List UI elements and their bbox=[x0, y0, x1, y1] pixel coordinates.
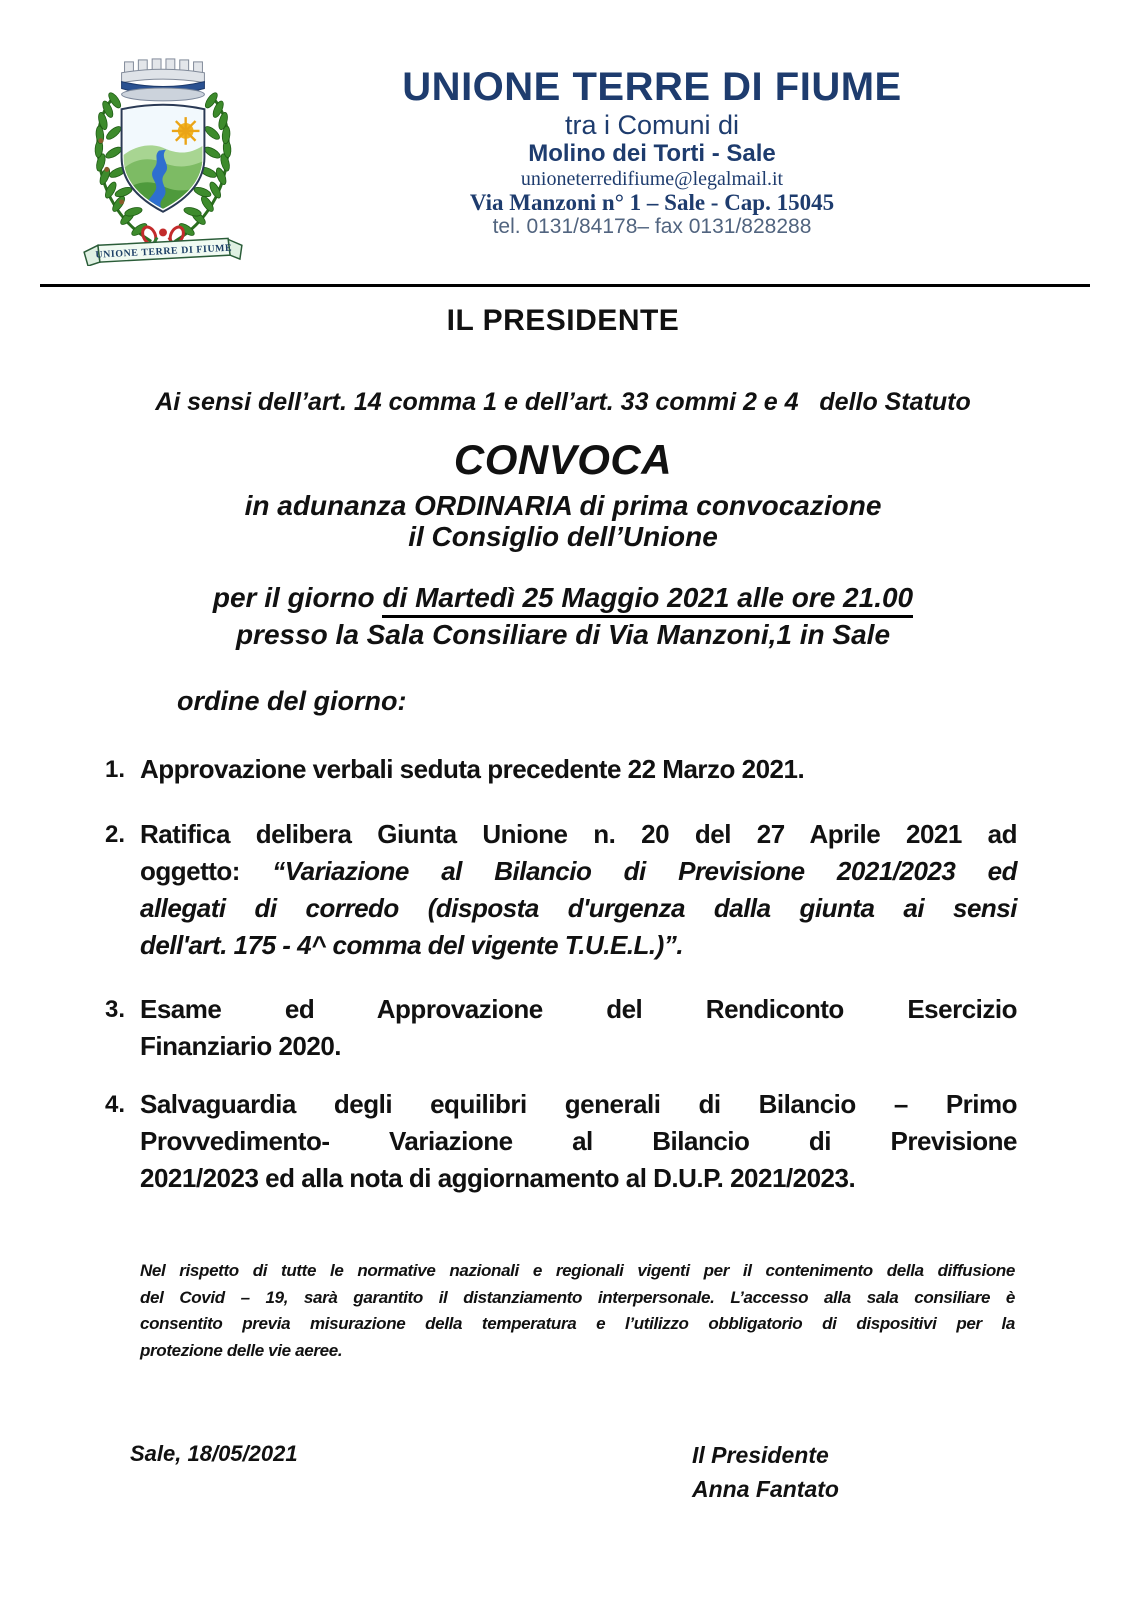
mural-crown-icon bbox=[122, 59, 205, 101]
meeting-type-line: in adunanza ORDINARIA di prima convocazione bbox=[244, 490, 882, 521]
note-line: protezione delle vie aeree. bbox=[140, 1340, 343, 1360]
union-coat-of-arms-logo bbox=[74, 54, 252, 266]
agenda-line: dell'art. 175 - 4^ comma del vigente T.U.E.L.)”. bbox=[140, 930, 684, 960]
note-line: del Covid – 19, sarà garantito il distanziamento interpersonale. L’accesso alla sala consiliare è bbox=[140, 1287, 1015, 1307]
agenda-line: 2021/2023 ed alla nota di aggiornamento al D.U.P. 2021/2023. bbox=[140, 1163, 856, 1193]
agenda-line: oggetto: “Variazione al Bilancio di Previsione 2021/2023 ed bbox=[140, 856, 1018, 886]
meeting-body-line: il Consiglio dell’Unione bbox=[408, 521, 718, 552]
item-number: 1. bbox=[105, 756, 126, 783]
agenda-line: Salvaguardia degli equilibri generali di Bilancio – Primo bbox=[140, 1089, 1017, 1119]
sun-icon bbox=[172, 117, 200, 145]
org-municipalities: Molino dei Torti - Sale bbox=[528, 140, 776, 167]
agenda-item bbox=[105, 751, 1017, 788]
agenda-item bbox=[105, 991, 1017, 1065]
agenda-heading: ordine del giorno: bbox=[177, 686, 407, 716]
header-divider bbox=[40, 284, 1090, 287]
meeting-date-line bbox=[40, 579, 1086, 616]
date-underlined: di Martedì 25 Maggio 2021 alle ore 21.00 bbox=[382, 582, 913, 618]
agenda-line: Finanziario 2020. bbox=[140, 1031, 342, 1061]
venue-line: presso la Sala Consiliare di Via Manzoni,1 in Sale bbox=[235, 619, 891, 650]
agenda-line: Esame ed Approvazione del Rendiconto Esercizio bbox=[140, 994, 1017, 1024]
org-address: Via Manzoni n° 1 – Sale - Cap. 15045 bbox=[469, 190, 835, 215]
item-number: 3. bbox=[105, 996, 126, 1023]
date-prefix: per il giorno bbox=[212, 582, 383, 613]
note-line: consentito previa misurazione della temperatura e l’utilizzo obbligatorio di dispositivi per la bbox=[140, 1314, 1015, 1333]
agenda-line: Approvazione verbali seduta precedente 22 Marzo 2021. bbox=[140, 754, 805, 784]
org-phone-fax: tel. 0131/84178– fax 0131/828288 bbox=[492, 215, 812, 238]
agenda-line: allegati di corredo (disposta d'urgenza dalla giunta ai sensi bbox=[140, 893, 1017, 923]
agenda-item bbox=[105, 816, 1017, 964]
banner-scroll-icon bbox=[84, 238, 242, 266]
signature-name: Anna Fantato bbox=[692, 1476, 839, 1502]
signature-role: Il Presidente bbox=[692, 1442, 829, 1468]
legal-basis-line: Ai sensi dell’art. 14 comma 1 e dell’art. 33 commi 2 e 4 dello Statuto bbox=[155, 388, 971, 416]
covid-note bbox=[140, 1258, 1015, 1364]
letterhead bbox=[332, 64, 972, 239]
shield-icon bbox=[122, 101, 205, 211]
org-subtitle: tra i Comuni di bbox=[564, 110, 740, 140]
agenda-line: Ratifica delibera Giunta Unione n. 20 del 27 Aprile 2021 ad bbox=[140, 819, 1017, 849]
org-email: unioneterredifiume@legalmail.it bbox=[520, 168, 784, 190]
meeting-date-venue bbox=[40, 579, 1086, 653]
agenda-line: Provvedimento- Variazione al Bilancio di Previsione bbox=[140, 1126, 1017, 1156]
convoca-heading: CONVOCA bbox=[453, 436, 673, 483]
note-line: Nel rispetto di tutte le normative nazionali e regionali vigenti per il contenimento della diffusione bbox=[140, 1261, 1015, 1280]
logo-banner-text: UNIONE TERRE DI FIUME bbox=[95, 242, 233, 261]
role-heading: IL PRESIDENTE bbox=[446, 304, 680, 337]
agenda-item bbox=[105, 1086, 1017, 1197]
signature-block bbox=[692, 1438, 839, 1506]
item-number: 2. bbox=[105, 821, 126, 848]
org-title: UNIONE TERRE DI FIUME bbox=[402, 65, 902, 109]
place-date: Sale, 18/05/2021 bbox=[130, 1441, 298, 1466]
item-number: 4. bbox=[105, 1091, 126, 1118]
